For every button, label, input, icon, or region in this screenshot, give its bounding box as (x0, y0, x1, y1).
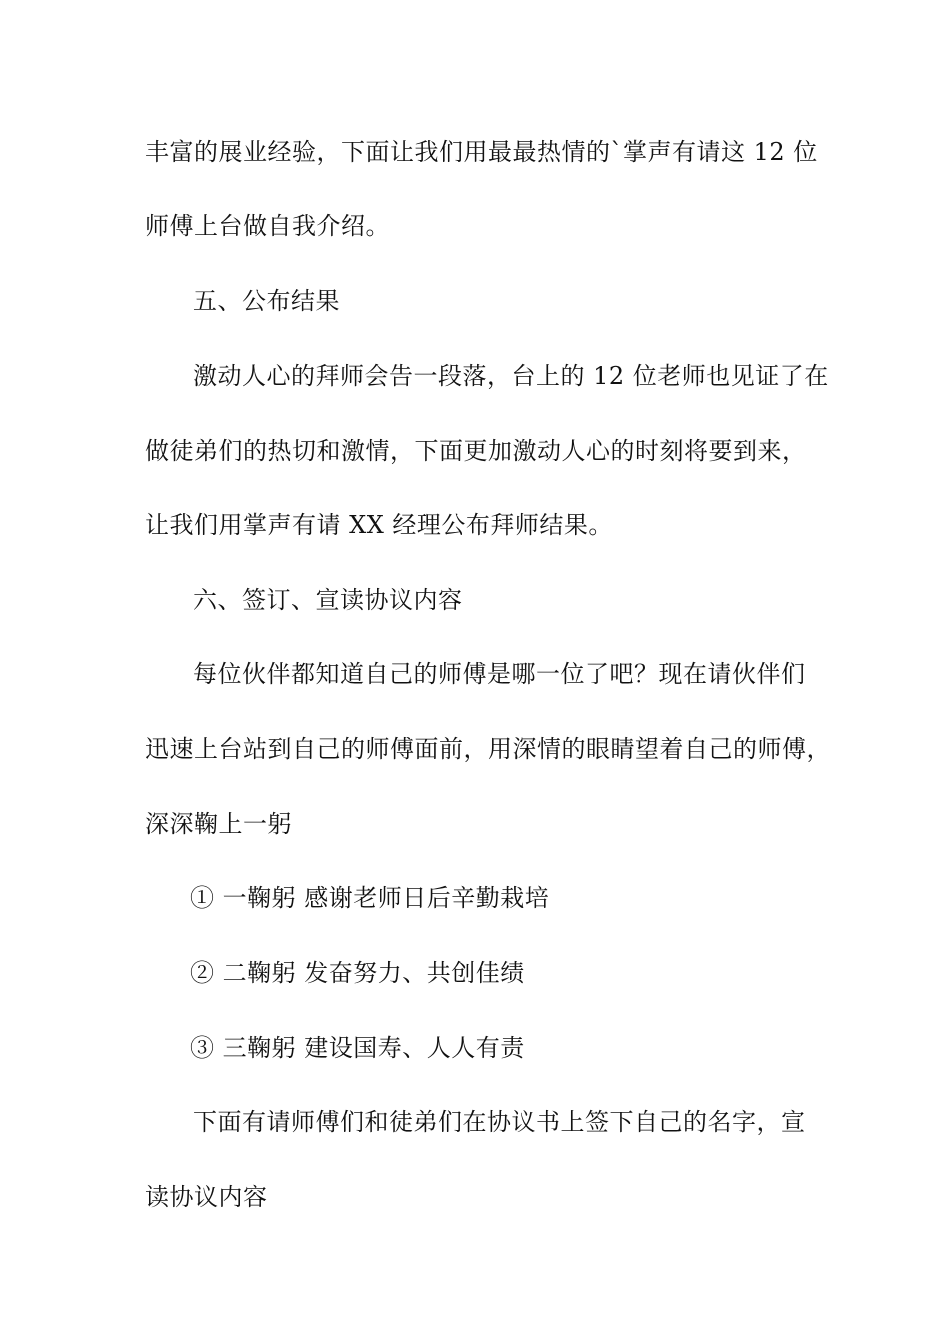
paragraph-line: 下面有请师傅们和徒弟们在协议书上签下自己的名字，宣 (193, 1108, 806, 1136)
paragraph-line: 迅速上台站到自己的师傅面前，用深情的眼睛望着自己的师傅， (145, 735, 831, 763)
paragraph-line: 每位伙伴都知道自己的师傅是哪一位了吧？现在请伙伴们 (193, 660, 806, 688)
paragraph-line: 丰富的展业经验，下面让我们用最最热情的`掌声有请这 12 位 (145, 138, 818, 166)
section-heading-sign-agreement: 六、签订、宣读协议内容 (193, 586, 463, 614)
paragraph-line: 激动人心的拜师会告一段落，台上的 12 位老师也见证了在 (193, 362, 829, 390)
paragraph-line: 师傅上台做自我介绍。 (145, 212, 390, 240)
list-item: ① 一鞠躬 感谢老师日后辛勤栽培 (190, 884, 550, 912)
section-heading-publish-results: 五、公布结果 (193, 287, 340, 315)
paragraph-line: 做徒弟们的热切和激情，下面更加激动人心的时刻将要到来， (145, 437, 807, 465)
list-item: ③ 三鞠躬 建设国寿、人人有责 (190, 1034, 525, 1062)
paragraph-line: 读协议内容 (145, 1183, 268, 1211)
paragraph-line: 深深鞠上一躬 (145, 810, 292, 838)
paragraph-line: 让我们用掌声有请 XX 经理公布拜师结果。 (145, 511, 613, 539)
list-item: ② 二鞠躬 发奋努力、共创佳绩 (190, 959, 525, 987)
